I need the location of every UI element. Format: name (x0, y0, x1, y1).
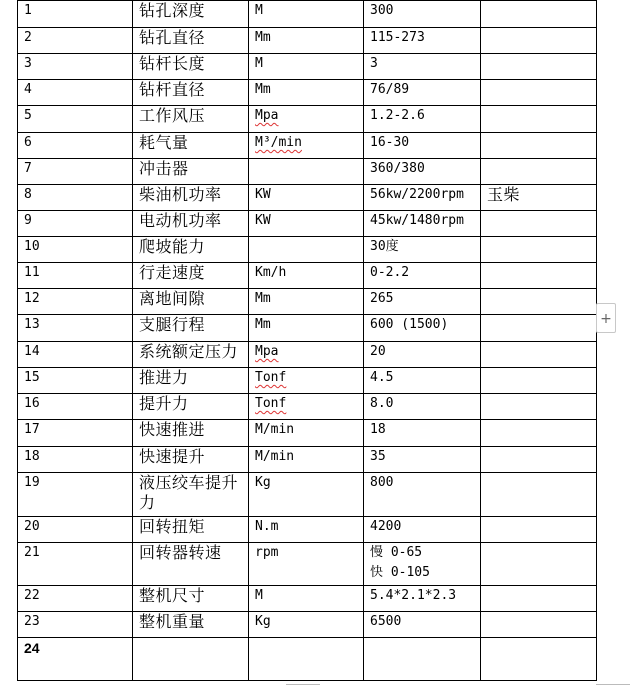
item-name: 柴油机功率 (133, 185, 249, 211)
table-row (18, 315, 597, 342)
note-cell (481, 342, 597, 368)
value-text: 20 (370, 344, 386, 359)
value-text: 16-30 (370, 135, 410, 150)
row-number: 11 (18, 263, 133, 289)
unit-text: M/min (255, 422, 295, 437)
note-cell (481, 473, 597, 517)
value-text-2: 快 0-105 (370, 565, 430, 580)
unit-cell (249, 342, 364, 368)
table-row (18, 638, 597, 681)
value-cell (364, 368, 481, 394)
unit-text: Mpa (255, 344, 279, 359)
row-number: 7 (18, 159, 133, 185)
value-cell (364, 185, 481, 211)
table-row (18, 447, 597, 473)
value-text: 5.4*2.1*2.3 (370, 588, 457, 603)
unit-cell (249, 211, 364, 237)
unit-cell (249, 263, 364, 289)
value-cell (364, 54, 481, 80)
unit-cell (249, 1, 364, 28)
value-text: 6500 (370, 614, 402, 629)
table-row (18, 54, 597, 80)
table-row (18, 473, 597, 517)
table-row (18, 420, 597, 447)
unit-text: M/min (255, 449, 295, 464)
item-name: 冲击器 (133, 159, 249, 185)
unit-cell (249, 185, 364, 211)
item-name: 整机重量 (133, 612, 249, 638)
unit-cell (249, 80, 364, 106)
item-name: 钻孔深度 (133, 1, 249, 28)
unit-text: KW (255, 213, 271, 228)
note-cell (481, 80, 597, 106)
item-name: 快速提升 (133, 447, 249, 473)
unit-cell (249, 638, 364, 681)
item-name: 回转扭矩 (133, 517, 249, 543)
note-cell (481, 106, 597, 133)
value-text: 3 (370, 56, 378, 71)
table-row (18, 342, 597, 368)
value-text: 800 (370, 475, 394, 490)
unit-text: Tonf (255, 396, 287, 411)
unit-cell (249, 237, 364, 263)
value-cell (364, 106, 481, 133)
row-number: 10 (18, 237, 133, 263)
value-cell (364, 543, 481, 586)
table-row (18, 106, 597, 133)
note-cell (481, 517, 597, 543)
value-cell (364, 447, 481, 473)
unit-text: rpm (255, 545, 279, 560)
note-cell (481, 394, 597, 420)
unit-text: Kg (255, 614, 271, 629)
table-row (18, 289, 597, 315)
unit-cell (249, 394, 364, 420)
item-name: 快速推进 (133, 420, 249, 447)
table-row (18, 185, 597, 211)
row-number: 14 (18, 342, 133, 368)
value-text: 76/89 (370, 82, 410, 97)
item-name (133, 638, 249, 681)
note-cell (481, 447, 597, 473)
value-cell (364, 517, 481, 543)
value-text: 115-273 (370, 30, 425, 45)
row-number: 3 (18, 54, 133, 80)
table-row (18, 368, 597, 394)
value-text: 1.2-2.6 (370, 108, 425, 123)
note-cell (481, 586, 597, 612)
note-cell (481, 315, 597, 342)
item-name: 液压绞车提升力 (133, 473, 249, 517)
value-cell (364, 394, 481, 420)
unit-cell (249, 159, 364, 185)
note-cell (481, 133, 597, 159)
unit-cell (249, 420, 364, 447)
row-number: 13 (18, 315, 133, 342)
value-text: 35 (370, 449, 386, 464)
unit-cell (249, 28, 364, 54)
unit-text: KW (255, 187, 271, 202)
table-row (18, 394, 597, 420)
item-name: 工作风压 (133, 106, 249, 133)
row-number: 2 (18, 28, 133, 54)
note-cell (481, 159, 597, 185)
row-number: 16 (18, 394, 133, 420)
value-text: 0-2.2 (370, 265, 410, 280)
note-cell (481, 237, 597, 263)
unit-text: M (255, 56, 263, 71)
value-cell (364, 133, 481, 159)
note-cell (481, 289, 597, 315)
unit-text: Mm (255, 291, 271, 306)
table-row (18, 28, 597, 54)
ruler-tick (596, 684, 630, 685)
value-text: 4200 (370, 519, 402, 534)
unit-text: Mpa (255, 108, 279, 123)
add-row-button[interactable]: + (596, 303, 616, 333)
row-number: 22 (18, 586, 133, 612)
value-cell (364, 237, 481, 263)
value-cell (364, 342, 481, 368)
item-name: 系统额定压力 (133, 342, 249, 368)
item-name: 行走速度 (133, 263, 249, 289)
row-number: 15 (18, 368, 133, 394)
value-cell (364, 612, 481, 638)
row-number: 8 (18, 185, 133, 211)
item-name: 整机尺寸 (133, 586, 249, 612)
value-text: 360/380 (370, 161, 425, 176)
value-text: 45kw/1480rpm (370, 213, 464, 228)
row-number: 6 (18, 133, 133, 159)
table-row (18, 237, 597, 263)
unit-cell (249, 315, 364, 342)
unit-text: Mm (255, 30, 271, 45)
unit-cell (249, 543, 364, 586)
unit-cell (249, 612, 364, 638)
row-number: 24 (18, 638, 133, 681)
unit-text: N.m (255, 519, 279, 534)
note-cell (481, 54, 597, 80)
value-cell (364, 1, 481, 28)
row-number: 1 (18, 1, 133, 28)
table-row (18, 159, 597, 185)
value-text: 4.5 (370, 370, 394, 385)
value-cell (364, 638, 481, 681)
row-number: 21 (18, 543, 133, 586)
note-cell (481, 1, 597, 28)
value-text: 56kw/2200rpm (370, 187, 464, 202)
value-cell (364, 315, 481, 342)
table-row (18, 263, 597, 289)
value-cell (364, 28, 481, 54)
unit-cell (249, 133, 364, 159)
value-cell (364, 80, 481, 106)
note-cell (481, 543, 597, 586)
value-text: 265 (370, 291, 394, 306)
value-cell (364, 473, 481, 517)
table-row (18, 211, 597, 237)
row-number: 9 (18, 211, 133, 237)
unit-text: M³/min (255, 135, 302, 150)
value-cell (364, 159, 481, 185)
item-name: 耗气量 (133, 133, 249, 159)
unit-cell (249, 517, 364, 543)
unit-cell (249, 289, 364, 315)
table-row (18, 1, 597, 28)
unit-text: M (255, 3, 263, 18)
note-cell (481, 28, 597, 54)
row-number: 4 (18, 80, 133, 106)
item-name: 提升力 (133, 394, 249, 420)
unit-cell (249, 447, 364, 473)
unit-cell (249, 368, 364, 394)
value-text: 30度 (370, 239, 399, 254)
table-row (18, 612, 597, 638)
unit-text: M (255, 588, 263, 603)
value-cell (364, 211, 481, 237)
row-number: 12 (18, 289, 133, 315)
value-text: 慢 0-65 (370, 545, 423, 560)
item-name: 钻杆长度 (133, 54, 249, 80)
value-text: 18 (370, 422, 386, 437)
note-cell (481, 368, 597, 394)
note-cell (481, 263, 597, 289)
item-name: 钻孔直径 (133, 28, 249, 54)
unit-text: Mm (255, 82, 271, 97)
note-cell (481, 211, 597, 237)
item-name: 支腿行程 (133, 315, 249, 342)
unit-cell (249, 586, 364, 612)
table-row (18, 133, 597, 159)
unit-cell (249, 54, 364, 80)
value-cell (364, 289, 481, 315)
unit-text: Mm (255, 317, 271, 332)
value-cell (364, 586, 481, 612)
item-name: 回转器转速 (133, 543, 249, 586)
row-number: 20 (18, 517, 133, 543)
row-number: 5 (18, 106, 133, 133)
note-cell: 玉柴 (481, 185, 597, 211)
note-cell (481, 420, 597, 447)
row-number: 17 (18, 420, 133, 447)
ruler-tick (286, 684, 320, 685)
item-name: 推进力 (133, 368, 249, 394)
unit-cell (249, 106, 364, 133)
item-name: 电动机功率 (133, 211, 249, 237)
row-number: 23 (18, 612, 133, 638)
item-name: 爬坡能力 (133, 237, 249, 263)
unit-text: Tonf (255, 370, 287, 385)
unit-text: Kg (255, 475, 271, 490)
note-cell (481, 612, 597, 638)
table-row (18, 517, 597, 543)
value-text: 8.0 (370, 396, 394, 411)
item-name: 钻杆直径 (133, 80, 249, 106)
row-number: 19 (18, 473, 133, 517)
item-name: 离地间隙 (133, 289, 249, 315)
table-row (18, 586, 597, 612)
note-cell (481, 638, 597, 681)
value-text: 300 (370, 3, 394, 18)
value-cell (364, 263, 481, 289)
table-row (18, 543, 597, 586)
value-text: 600 (1500) (370, 317, 449, 332)
unit-cell (249, 473, 364, 517)
table-row (18, 80, 597, 106)
value-cell (364, 420, 481, 447)
unit-text: Km/h (255, 265, 287, 280)
spec-table (17, 0, 597, 681)
row-number: 18 (18, 447, 133, 473)
